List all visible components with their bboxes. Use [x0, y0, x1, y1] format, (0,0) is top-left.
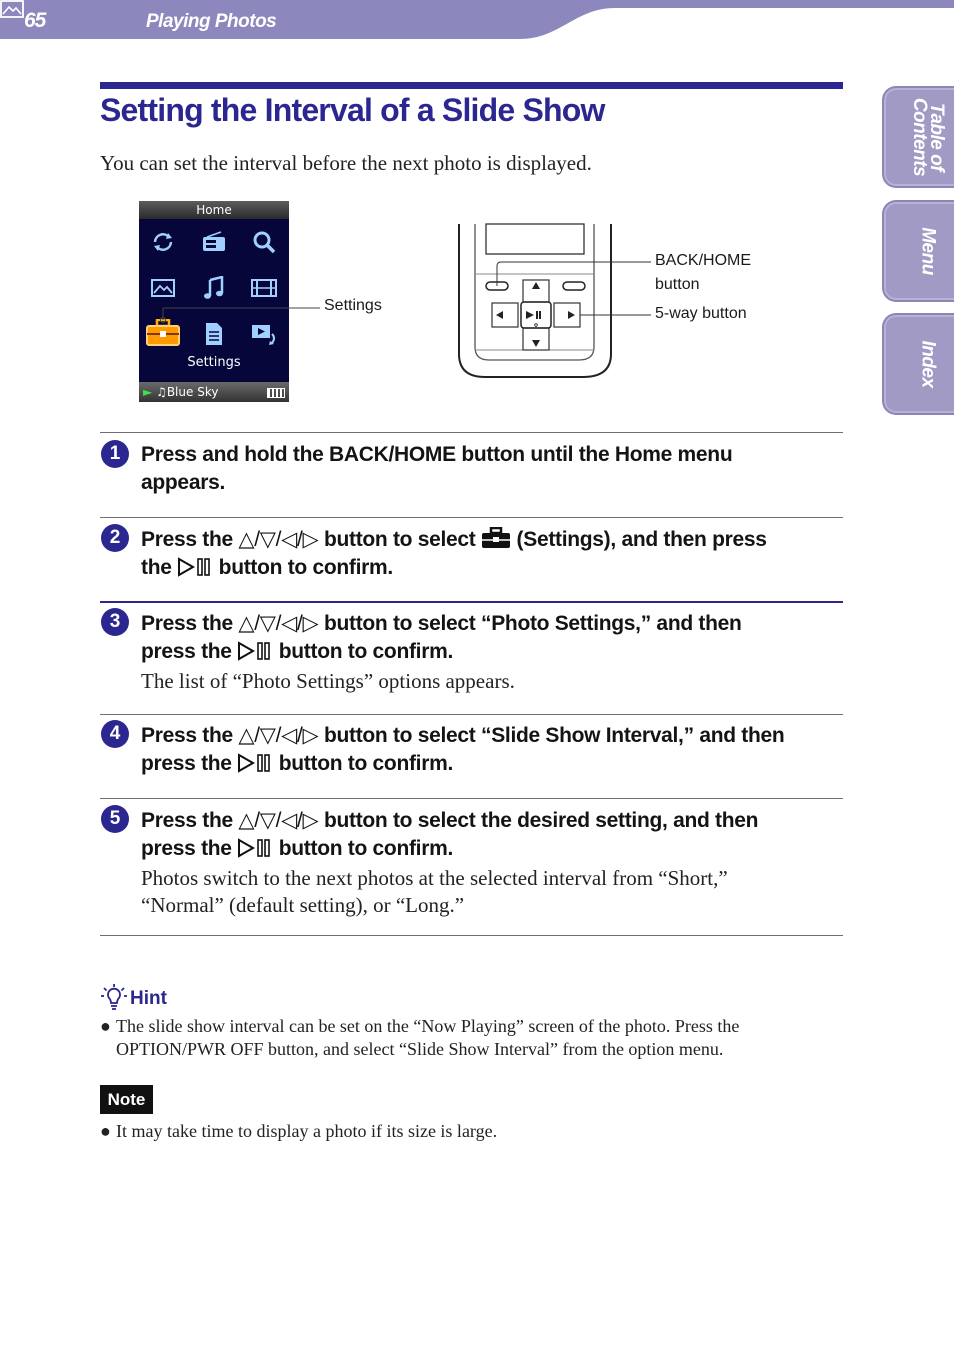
battery-icon — [267, 388, 285, 398]
bullet-icon: ● — [100, 1016, 111, 1036]
step-2-text-a1: Press the — [141, 528, 239, 551]
step-2-text-b1: the — [141, 556, 178, 579]
step-1-line-2: appears. — [141, 471, 225, 494]
radio-icon — [197, 227, 231, 257]
note-badge: Note — [100, 1085, 153, 1114]
play-status-icon: ► — [143, 385, 153, 399]
note-line: It may take time to display a photo if its size is large. — [116, 1121, 498, 1141]
step-5-text — [141, 807, 841, 863]
step-2-text-b2: button to confirm. — [213, 556, 393, 579]
step-3-number: 3 — [101, 608, 129, 636]
tab-table-of-contents-label: Table of Contents — [909, 97, 947, 177]
direction-arrows: △/▽/◁/▷ — [238, 724, 319, 747]
step-4-number: 4 — [101, 720, 129, 748]
tab-table-of-contents[interactable] — [882, 86, 954, 188]
step-5-result-line-2: “Normal” (default setting), or “Long.” — [141, 893, 465, 917]
step-5-text-b2: button to confirm. — [273, 837, 453, 860]
step-2-text — [141, 526, 841, 582]
hint-line-1: The slide show interval can be set on the “Now Playing” screen of the photo. Press the — [116, 1016, 740, 1036]
screen-selected-label: Settings — [187, 355, 241, 370]
photo-menu-icon — [146, 273, 180, 303]
hint-title: Hint — [130, 988, 167, 1009]
step-1-number: 1 — [101, 440, 129, 468]
step-3-text-a2: button to select “Photo Settings,” and then — [318, 612, 742, 635]
page-title: Setting the Interval of a Slide Show — [100, 92, 605, 128]
step-4-text-a2: button to select “Slide Show Interval,” and then — [318, 724, 785, 747]
step-5-result-line-1: Photos switch to the next photos at the selected interval from “Short,” — [141, 866, 728, 890]
play-pause-icon — [237, 641, 273, 661]
step-4-rule — [100, 714, 843, 715]
photo-icon — [0, 0, 24, 18]
step-3-text — [141, 610, 841, 666]
step-4-text-a1: Press the — [141, 724, 239, 747]
direction-arrows: △/▽/◁/▷ — [238, 809, 319, 832]
note-text — [100, 1120, 830, 1143]
intro-text: You can set the interval before the next photo is displayed. — [100, 151, 592, 175]
hint-line-2: OPTION/PWR OFF button, and select “Slide Show Interval” from the option menu. — [116, 1039, 724, 1059]
screen-title: Home — [139, 201, 289, 219]
step-4-text-b1: press the — [141, 752, 238, 775]
play-pause-icon — [237, 753, 273, 773]
bullet-icon: ● — [100, 1121, 111, 1141]
step-1-text — [141, 441, 841, 497]
play-pause-icon — [237, 838, 273, 858]
step-1-line-1: Press and hold the BACK/HOME button until the Home menu — [141, 443, 733, 466]
step-3-text-b1: press the — [141, 640, 238, 663]
now-playing-title: Blue Sky — [166, 385, 219, 399]
settings-callout-label: Settings — [324, 297, 382, 314]
tab-menu-label: Menu — [917, 227, 939, 275]
step-5-text-b1: press the — [141, 837, 238, 860]
header-bar — [0, 0, 954, 40]
step-2-rule — [100, 517, 843, 518]
direction-arrows: △/▽/◁/▷ — [238, 528, 319, 551]
music-note-icon: ♫ — [156, 385, 167, 399]
settings-toolbox-icon — [481, 527, 511, 549]
direction-arrows: △/▽/◁/▷ — [238, 612, 319, 635]
section-title: Playing Photos — [146, 11, 277, 32]
step-5-number: 5 — [101, 805, 129, 833]
step-3-text-a1: Press the — [141, 612, 239, 635]
step-2-text-a2: button to select — [318, 528, 482, 551]
page-header — [0, 0, 954, 40]
step-1-rule — [100, 432, 843, 433]
step-4-text-b2: button to confirm. — [273, 752, 453, 775]
back-home-callout-label: BACK/HOME — [655, 252, 752, 269]
step-3-text-b2: button to confirm. — [273, 640, 453, 663]
step-2-number: 2 — [101, 524, 129, 552]
settings-callout-line — [155, 300, 325, 326]
title-rule — [100, 82, 843, 89]
play-pause-icon — [177, 557, 213, 577]
step-3-result: The list of “Photo Settings” options appears. — [141, 669, 515, 693]
tab-index[interactable] — [882, 313, 954, 415]
step-4-text — [141, 722, 841, 778]
page-number: 65 — [24, 9, 46, 32]
hint-text — [100, 1015, 830, 1061]
lightbulb-icon — [100, 983, 128, 1013]
step-2-text-a3: (Settings), and then press — [511, 528, 767, 551]
tab-index-label: Index — [917, 340, 939, 388]
step-5-text-a2: button to select the desired setting, and then — [318, 809, 759, 832]
five-way-callout-label: 5-way button — [655, 305, 747, 322]
search-icon — [247, 227, 281, 257]
steps-end-rule — [100, 935, 843, 936]
shuffle-icon — [146, 227, 180, 257]
device-illustration — [455, 222, 655, 382]
step-3-rule — [100, 601, 843, 603]
back-home-callout-label-2: button — [655, 276, 700, 293]
tab-menu[interactable] — [882, 200, 954, 302]
step-5-result — [141, 865, 841, 919]
music-icon — [197, 273, 231, 303]
now-playing-bar — [139, 382, 289, 402]
video-icon — [247, 273, 281, 303]
step-5-rule — [100, 798, 843, 799]
step-5-text-a1: Press the — [141, 809, 239, 832]
